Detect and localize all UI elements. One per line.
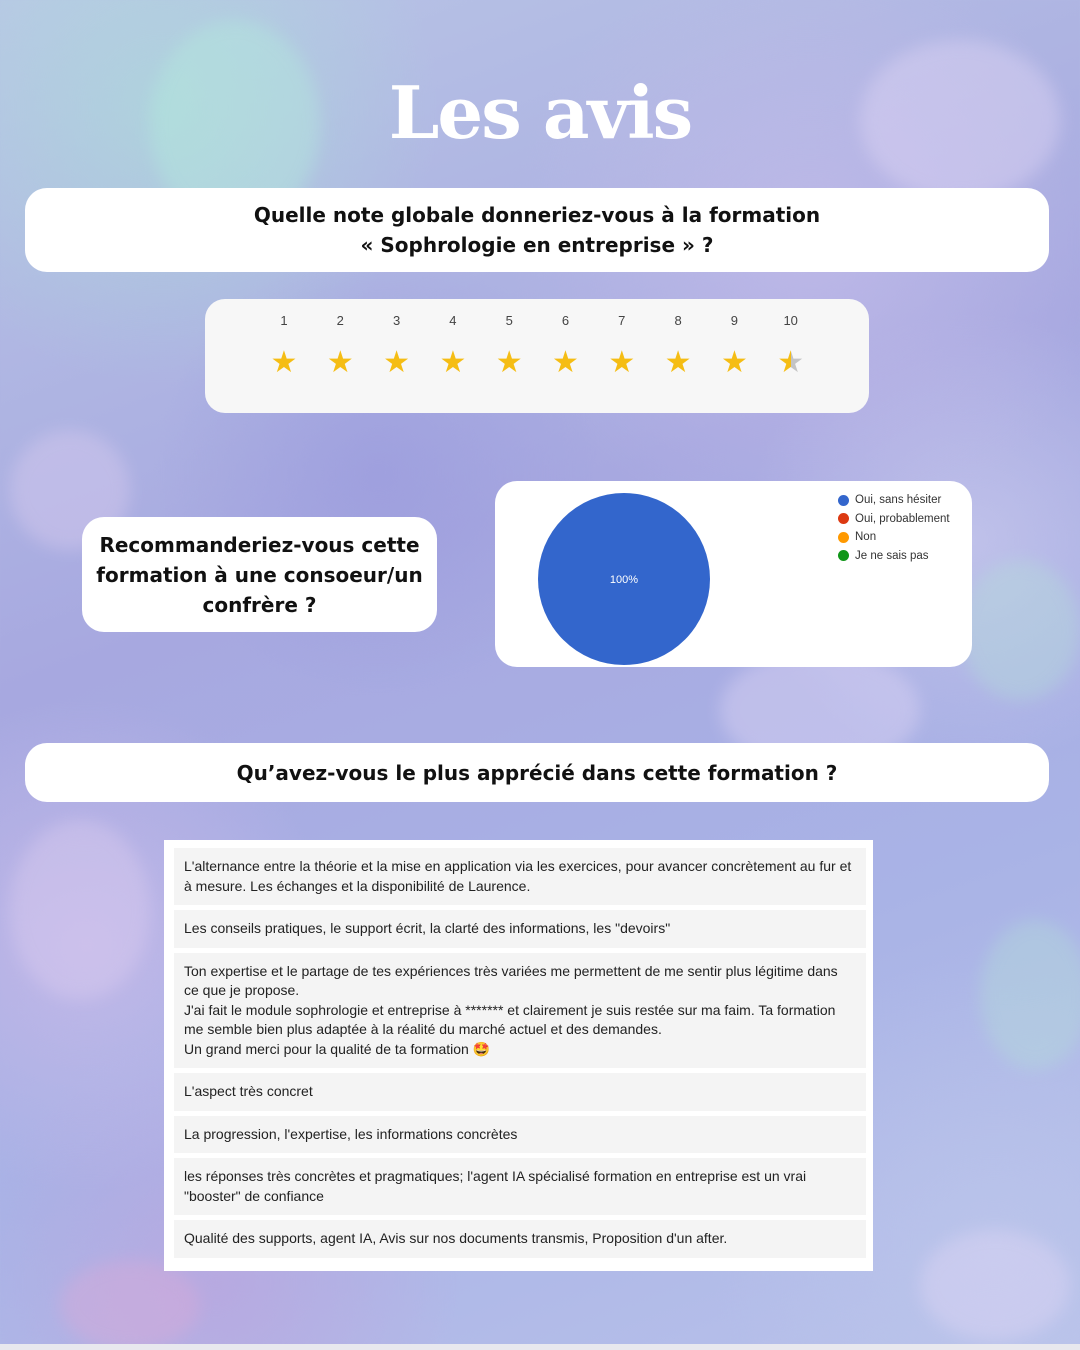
bottom-bar bbox=[0, 1344, 1080, 1350]
question-recommend-line-3: confrère ? bbox=[202, 592, 317, 617]
question-card-appreciated bbox=[25, 743, 1049, 802]
question-recommend-line-2: formation à une consoeur/un bbox=[96, 562, 423, 587]
star-icon: ★ bbox=[608, 345, 636, 380]
rating-number: 5 bbox=[505, 313, 513, 328]
rating-number: 7 bbox=[618, 313, 626, 328]
background-bubble bbox=[980, 920, 1080, 1070]
legend-label: Oui, sans hésiter bbox=[855, 494, 942, 507]
answer-item: La progression, l'expertise, les informations concrètes bbox=[174, 1116, 866, 1154]
pie-data-label: 100% bbox=[609, 574, 639, 586]
legend-item bbox=[838, 547, 950, 566]
rating-number: 1 bbox=[280, 313, 288, 328]
rating-number: 9 bbox=[730, 313, 738, 328]
question-appreciated-text: Qu’avez-vous le plus apprécié dans cette formation ? bbox=[236, 760, 838, 785]
question-rating-line-2: « Sophrologie en entreprise » ? bbox=[360, 233, 714, 257]
question-rating-line-1: Quelle note globale donneriez-vous à la formation bbox=[253, 203, 821, 227]
answer-item: Les conseils pratiques, le support écrit, la clarté des informations, les "devoirs" bbox=[174, 910, 866, 948]
legend-dot-icon bbox=[838, 532, 849, 543]
pie-chart-card bbox=[495, 481, 972, 667]
background-bubble bbox=[960, 560, 1080, 700]
question-recommend-text bbox=[96, 530, 422, 620]
star-rating bbox=[205, 299, 869, 413]
answer-item: L'alternance entre la théorie et la mise en application via les exercices, pour avancer concrètement au fur et à mesure. Les échanges et la disponibilité de Laurence. bbox=[174, 848, 866, 905]
rating-number: 10 bbox=[783, 313, 798, 328]
star-icon: ★ bbox=[383, 345, 411, 380]
star-icon: ★ bbox=[270, 345, 298, 380]
answers-list bbox=[164, 840, 873, 1271]
star-icon: ★ bbox=[771, 343, 811, 383]
answer-item: Ton expertise et le partage de tes expériences très variées me permettent de me sentir plus légitime dans ce que je propose. J'ai fait le module sophrologie et entreprise à ******* et clairement je suis restée sur ma faim. Ta formation me semble bien plus adaptée à la réalité du marché actuel et des demandes. Un grand merci pour la qualité de ta formation 🤩 bbox=[174, 953, 866, 1069]
star-icon: ★ bbox=[720, 345, 748, 380]
question-card-recommend bbox=[82, 517, 437, 632]
answer-item: les réponses très concrètes et pragmatiques; l'agent IA spécialisé formation en entreprise est un vrai "booster" de confiance bbox=[174, 1158, 866, 1215]
legend-dot-icon bbox=[838, 495, 849, 506]
legend-label: Je ne sais pas bbox=[855, 549, 929, 562]
legend-item bbox=[838, 510, 950, 529]
background-bubble bbox=[920, 1230, 1070, 1340]
legend-dot-icon bbox=[838, 513, 849, 524]
star-icon: ★ bbox=[552, 345, 579, 380]
background-bubble bbox=[10, 820, 150, 1000]
chart-legend bbox=[838, 491, 950, 565]
question-rating-text bbox=[254, 200, 820, 260]
rating-number: 6 bbox=[561, 313, 570, 328]
rating-number: 3 bbox=[392, 313, 401, 328]
rating-number: 2 bbox=[336, 313, 344, 328]
answer-item: Qualité des supports, agent IA, Avis sur nos documents transmis, Proposition d'un after. bbox=[174, 1220, 866, 1258]
background-bubble bbox=[60, 1260, 200, 1350]
legend-label: Non bbox=[855, 531, 877, 544]
star-icon: ★ bbox=[495, 345, 523, 380]
legend-item bbox=[838, 528, 950, 547]
star-icon: ★ bbox=[439, 345, 467, 380]
rating-number: 4 bbox=[449, 313, 457, 328]
answer-item: L'aspect très concret bbox=[174, 1073, 866, 1111]
pie-chart bbox=[495, 481, 735, 667]
legend-item bbox=[838, 491, 950, 510]
rating-number: 8 bbox=[674, 313, 682, 328]
legend-label: Oui, probablement bbox=[855, 512, 950, 525]
question-card-rating bbox=[25, 188, 1049, 272]
page-title: Les avis bbox=[388, 70, 692, 155]
star-icon: ★ bbox=[326, 345, 354, 380]
legend-dot-icon bbox=[838, 550, 849, 561]
star-icon: ★ bbox=[664, 345, 692, 380]
question-recommend-line-1: Recommanderiez-vous cette bbox=[99, 532, 420, 557]
